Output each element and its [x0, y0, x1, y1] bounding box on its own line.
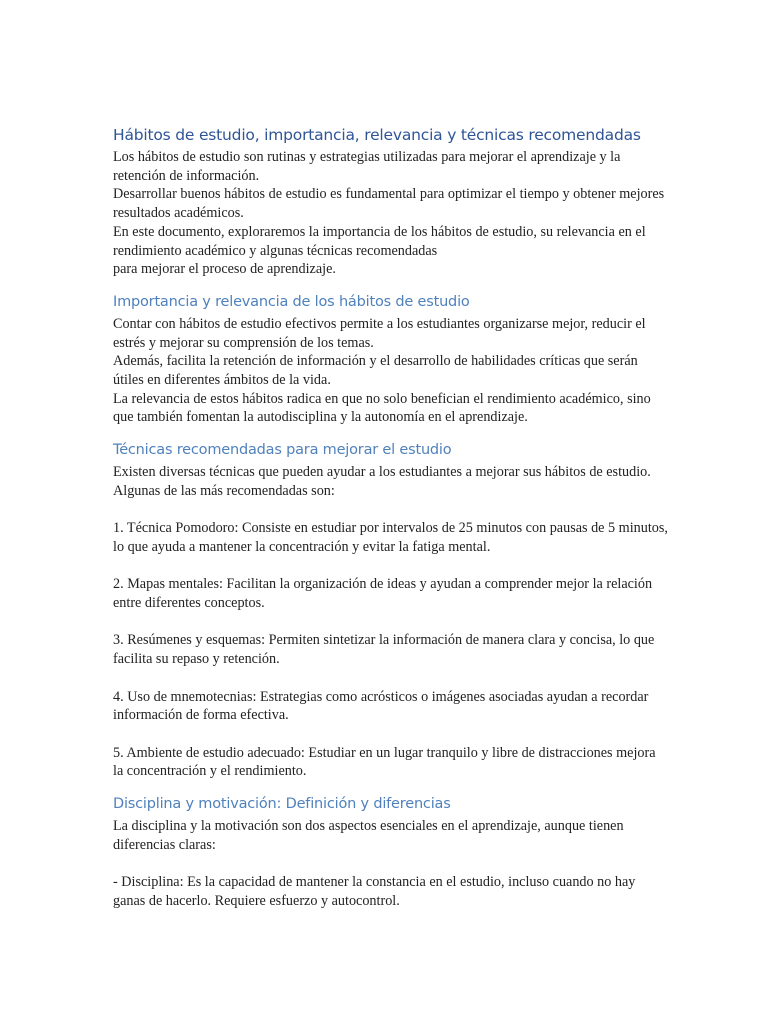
- paragraph-line: la concentración y el rendimiento.: [113, 763, 307, 780]
- document-section: [113, 439, 668, 781]
- blank-line: [113, 557, 661, 576]
- blank-line: [113, 613, 661, 632]
- paragraph-line: ganas de hacerlo. Requiere esfuerzo y autocontrol.: [113, 892, 400, 909]
- paragraph-line: información de forma efectiva.: [113, 707, 289, 724]
- document-section: [113, 291, 661, 427]
- blank-line: [113, 501, 661, 520]
- paragraph-line: estrés y mejorar su comprensión de los temas.: [113, 334, 374, 351]
- blank-line: [113, 725, 661, 744]
- blank-line: [113, 854, 661, 873]
- paragraph-line: resultados académicos.: [113, 205, 244, 222]
- section-heading: Técnicas recomendadas para mejorar el estudio: [113, 442, 452, 459]
- paragraph-line: entre diferentes conceptos.: [113, 595, 265, 612]
- paragraph-line: útiles en diferentes ámbitos de la vida.: [113, 372, 331, 389]
- document-title: Hábitos de estudio, importancia, relevancia y técnicas recomendadas: [113, 126, 641, 144]
- document-section: [113, 124, 665, 279]
- paragraph-line: 1. Técnica Pomodoro: Consiste en estudiar por intervalos de 25 minutos con pausas de 5 minutos,: [113, 520, 668, 537]
- paragraph-line: La disciplina y la motivación son dos aspectos esenciales en el aprendizaje, aunque tienen: [113, 818, 624, 835]
- paragraph-line: La relevancia de estos hábitos radica en que no solo benefician el rendimiento académico, sino: [113, 390, 651, 407]
- blank-line: [113, 669, 661, 688]
- paragraph-line: que también fomentan la autodisciplina y la autonomía en el aprendizaje.: [113, 409, 528, 426]
- paragraph-line: Desarrollar buenos hábitos de estudio es fundamental para optimizar el tiempo y obtener mejores: [113, 186, 665, 203]
- paragraph-line: 2. Mapas mentales: Facilitan la organización de ideas y ayudan a comprender mejor la relación: [113, 576, 653, 593]
- paragraph-line: rendimiento académico y algunas técnicas recomendadas: [113, 242, 438, 259]
- paragraph-line: 4. Uso de mnemotecnias: Estrategias como acrósticos o imágenes asociadas ayudan a recordar: [113, 688, 649, 705]
- paragraph-line: facilita su repaso y retención.: [113, 651, 280, 668]
- paragraph-line: En este documento, exploraremos la importancia de los hábitos de estudio, su relevancia en el: [113, 223, 646, 240]
- paragraph-line: diferencias claras:: [113, 836, 216, 853]
- paragraph-line: Contar con hábitos de estudio efectivos permite a los estudiantes organizarse mejor, reducir el: [113, 315, 646, 332]
- document-section: [113, 793, 661, 911]
- paragraph-line: Existen diversas técnicas que pueden ayudar a los estudiantes a mejorar sus hábitos de estudio.: [113, 464, 651, 481]
- section-heading: Disciplina y motivación: Definición y diferencias: [113, 796, 451, 813]
- paragraph-line: para mejorar el proceso de aprendizaje.: [113, 261, 336, 278]
- paragraph-line: lo que ayuda a mantener la concentración y evitar la fatiga mental.: [113, 538, 491, 555]
- paragraph-line: Algunas de las más recomendadas son:: [113, 482, 335, 499]
- paragraph-line: 5. Ambiente de estudio adecuado: Estudiar en un lugar tranquilo y libre de distracciones mejora: [113, 744, 656, 761]
- document-page: [113, 124, 668, 923]
- section-heading: Importancia y relevancia de los hábitos de estudio: [113, 293, 470, 310]
- paragraph-line: - Disciplina: Es la capacidad de mantener la constancia en el estudio, incluso cuando no hay: [113, 874, 636, 891]
- paragraph-line: Además, facilita la retención de información y el desarrollo de habilidades críticas que serán: [113, 353, 638, 370]
- paragraph-line: Los hábitos de estudio son rutinas y estrategias utilizadas para mejorar el aprendizaje y la: [113, 149, 621, 165]
- paragraph-line: retención de información.: [113, 167, 260, 184]
- paragraph-line: 3. Resúmenes y esquemas: Permiten sintetizar la información de manera clara y concisa, lo que: [113, 632, 655, 649]
